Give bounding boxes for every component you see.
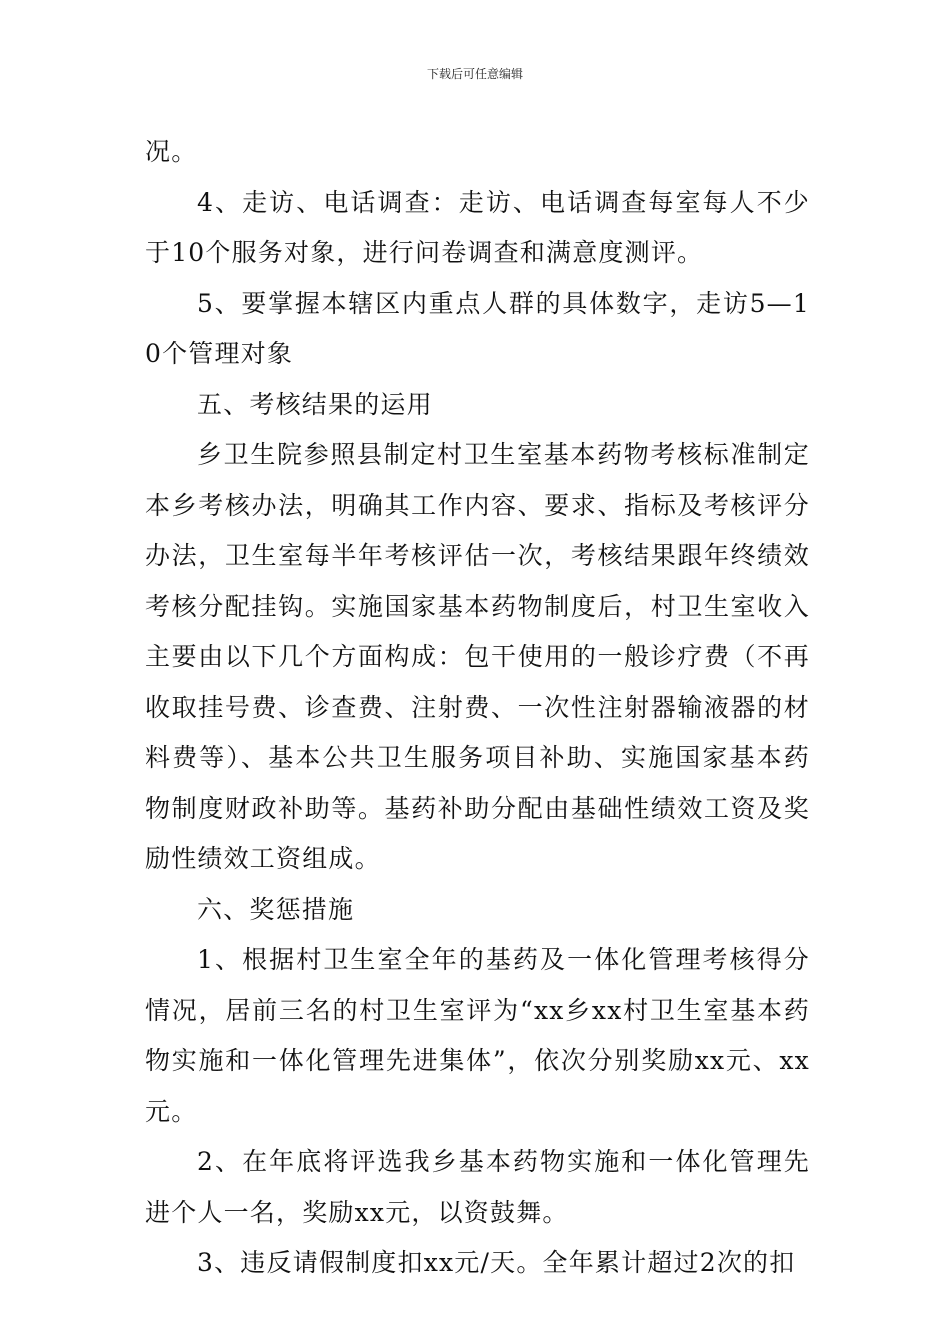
document-body [145, 127, 810, 1289]
paragraph-item-4-survey: 4、走访、电话调查：走访、电话调查每室每人不少于10个服务对象，进行问卷调查和满意度测评。 [145, 187, 810, 267]
section-heading-6: 六、奖惩措施 [197, 894, 355, 924]
paragraph-reward-2: 2、在年底将评选我乡基本药物实施和一体化管理先进个人一名，奖励xx元，以资鼓舞。 [145, 1147, 810, 1227]
paragraph-assessment-results: 乡卫生院参照县制定村卫生室基本药物考核标准制定本乡考核办法，明确其工作内容、要求、指标及考核评分办法，卫生室每半年考核评估一次，考核结果跟年终绩效考核分配挂钩。实施国家基本药物制度后，村卫生室收入主要由以下几个方面构成：包干使用的一般诊疗费（不再收取挂号费、诊查费、注射费、一次性注射器输液器的材料费等）、基本公共卫生服务项目补助、实施国家基本药物制度财政补助等。基药补助分配由基础性绩效工资及奖励性绩效工资组成。 [145, 440, 810, 873]
paragraph-continuation: 况。 [145, 137, 198, 166]
page-header: 下载后可任意编辑 [426, 67, 523, 81]
paragraph-penalty-3: 3、违反请假制度扣xx元/天。全年累计超过2次的扣 [197, 1248, 796, 1277]
paragraph-item-5-key-groups: 5、要掌握本辖区内重点人群的具体数字，走访5—10个管理对象 [145, 288, 810, 368]
section-heading-5: 五、考核结果的运用 [197, 389, 433, 419]
paragraph-reward-1: 1、根据村卫生室全年的基药及一体化管理考核得分情况，居前三名的村卫生室评为“xx乡xx村卫生室基本药物实施和一体化管理先进集体”，依次分别奖励xx元、xx元。 [145, 945, 810, 1126]
